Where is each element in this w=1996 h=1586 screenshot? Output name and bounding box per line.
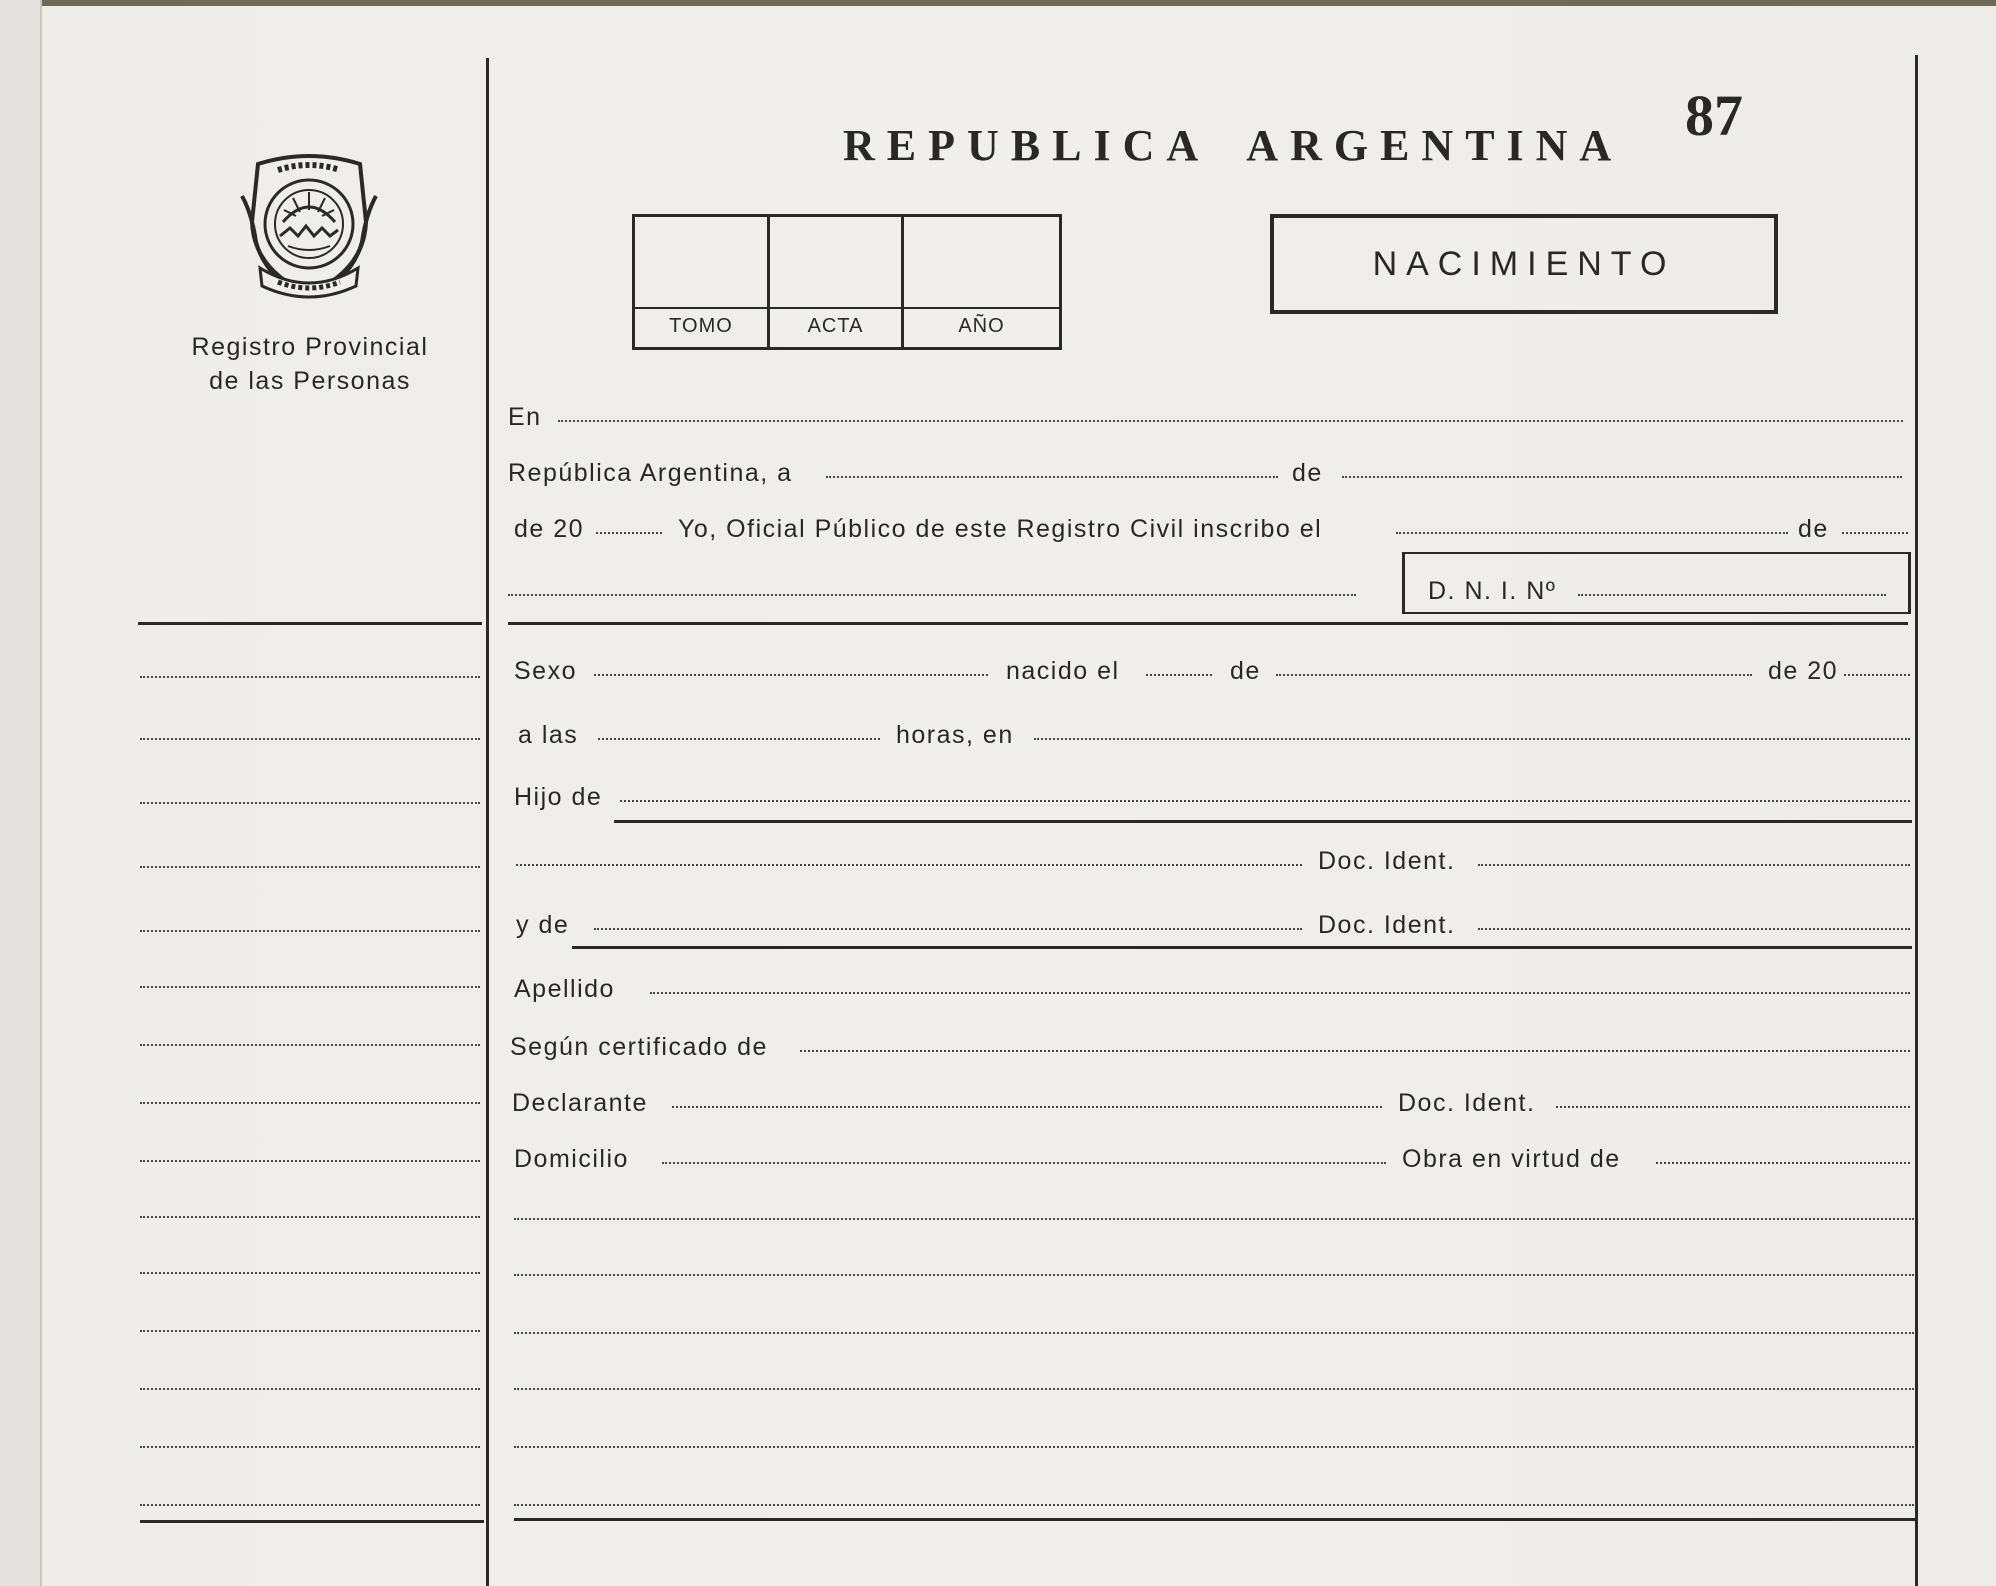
- day-field[interactable]: [826, 476, 1278, 478]
- obra-en-virtud-field[interactable]: [1656, 1162, 1910, 1164]
- year-field-1[interactable]: [596, 532, 662, 534]
- blank-line[interactable]: [514, 1218, 1914, 1220]
- note-line[interactable]: [140, 1044, 480, 1046]
- left-bottom-rule: [140, 1520, 484, 1523]
- en-label: En: [508, 403, 542, 431]
- note-line[interactable]: [140, 1272, 480, 1274]
- domicilio-field[interactable]: [662, 1162, 1386, 1164]
- note-line[interactable]: [140, 676, 480, 678]
- document-type-box: NACIMIENTO: [1270, 214, 1778, 314]
- register-box-row-divider: [635, 307, 1059, 309]
- acta-label: ACTA: [807, 315, 864, 337]
- blank-line[interactable]: [514, 1274, 1914, 1276]
- de-20-label-2: de 20: [1768, 657, 1839, 685]
- note-line[interactable]: [140, 738, 480, 740]
- register-box: [632, 214, 1062, 350]
- father-rule: [614, 820, 1912, 823]
- doc-ident-label-3: Doc. Ident.: [1398, 1089, 1536, 1117]
- domicilio-label: Domicilio: [514, 1145, 629, 1173]
- ano-label: AÑO: [958, 315, 1005, 337]
- organization-line-1: Registro Provincial: [191, 333, 429, 361]
- organization-name: [160, 330, 460, 398]
- apellido-label: Apellido: [514, 975, 615, 1003]
- mother-field[interactable]: [594, 928, 1302, 930]
- birth-month-field[interactable]: [1276, 674, 1752, 676]
- declarante-doc-field[interactable]: [1556, 1106, 1910, 1108]
- section-rule-1: [508, 622, 1908, 625]
- father-extra-field[interactable]: [516, 864, 1302, 866]
- sexo-field[interactable]: [594, 674, 988, 676]
- note-line[interactable]: [140, 866, 480, 868]
- birthplace-field[interactable]: [1034, 738, 1910, 740]
- nacido-el-label: nacido el: [1006, 657, 1120, 685]
- tomo-label: TOMO: [669, 315, 733, 337]
- sexo-label: Sexo: [514, 657, 577, 685]
- blank-line[interactable]: [514, 1504, 1914, 1506]
- obra-en-virtud-label: Obra en virtud de: [1402, 1145, 1621, 1173]
- birth-day-field[interactable]: [1146, 674, 1212, 676]
- apellido-field[interactable]: [650, 992, 1910, 994]
- dni-field[interactable]: [1578, 594, 1886, 596]
- right-margin-rule: [1915, 55, 1918, 1586]
- note-line[interactable]: [140, 802, 480, 804]
- page-number: 87: [1685, 83, 1743, 148]
- blank-line[interactable]: [514, 1446, 1914, 1448]
- page-title: REPUBLICA ARGENTINA: [843, 121, 1624, 170]
- de-20-label-1: de 20: [514, 515, 585, 543]
- inscribo-de-field[interactable]: [1842, 532, 1908, 534]
- father-doc-field[interactable]: [1478, 864, 1910, 866]
- note-line[interactable]: [140, 1160, 480, 1162]
- left-section-rule: [138, 622, 482, 625]
- dni-label: D. N. I. Nº: [1428, 577, 1557, 605]
- note-line[interactable]: [140, 930, 480, 932]
- month-field[interactable]: [1342, 476, 1902, 478]
- de-label-2: de: [1798, 515, 1829, 543]
- y-de-label: y de: [516, 911, 570, 939]
- inscribo-field[interactable]: [1396, 532, 1788, 534]
- left-column-divider: [486, 58, 489, 1586]
- de-label-3: de: [1230, 657, 1261, 685]
- mother-doc-field[interactable]: [1478, 928, 1910, 930]
- hijo-de-label: Hijo de: [514, 783, 603, 811]
- book-binding-edge: [0, 0, 42, 1586]
- doc-ident-label-1: Doc. Ident.: [1318, 847, 1456, 875]
- note-line[interactable]: [140, 986, 480, 988]
- note-line[interactable]: [140, 1504, 480, 1506]
- note-line[interactable]: [140, 1330, 480, 1332]
- horas-en-label: horas, en: [896, 721, 1014, 749]
- note-line[interactable]: [140, 1102, 480, 1104]
- note-line[interactable]: [140, 1446, 480, 1448]
- birth-year-field[interactable]: [1844, 674, 1910, 676]
- top-edge-strip: [0, 0, 1996, 6]
- father-field[interactable]: [620, 800, 1910, 802]
- provincia-de-misiones-seal-icon: [238, 152, 380, 302]
- blank-line[interactable]: [514, 1332, 1914, 1334]
- organization-line-2: de las Personas: [209, 367, 411, 395]
- declarante-label: Declarante: [512, 1089, 648, 1117]
- note-line[interactable]: [140, 1388, 480, 1390]
- note-line[interactable]: [140, 1216, 480, 1218]
- segun-certificado-label: Según certificado de: [510, 1033, 768, 1061]
- declarante-field[interactable]: [672, 1106, 1382, 1108]
- yo-oficial-label: Yo, Oficial Público de este Registro Civil inscribo el: [678, 515, 1323, 543]
- blank-line[interactable]: [514, 1388, 1914, 1390]
- bottom-rule: [514, 1518, 1916, 1521]
- republica-a-label: República Argentina, a: [508, 459, 793, 487]
- doc-ident-label-2: Doc. Ident.: [1318, 911, 1456, 939]
- certificado-field[interactable]: [800, 1050, 1910, 1052]
- name-field[interactable]: [508, 594, 1356, 596]
- mother-rule: [572, 946, 1912, 949]
- de-label-1: de: [1292, 459, 1323, 487]
- a-las-label: a las: [518, 721, 579, 749]
- hour-field[interactable]: [598, 738, 880, 740]
- en-field[interactable]: [558, 420, 1903, 422]
